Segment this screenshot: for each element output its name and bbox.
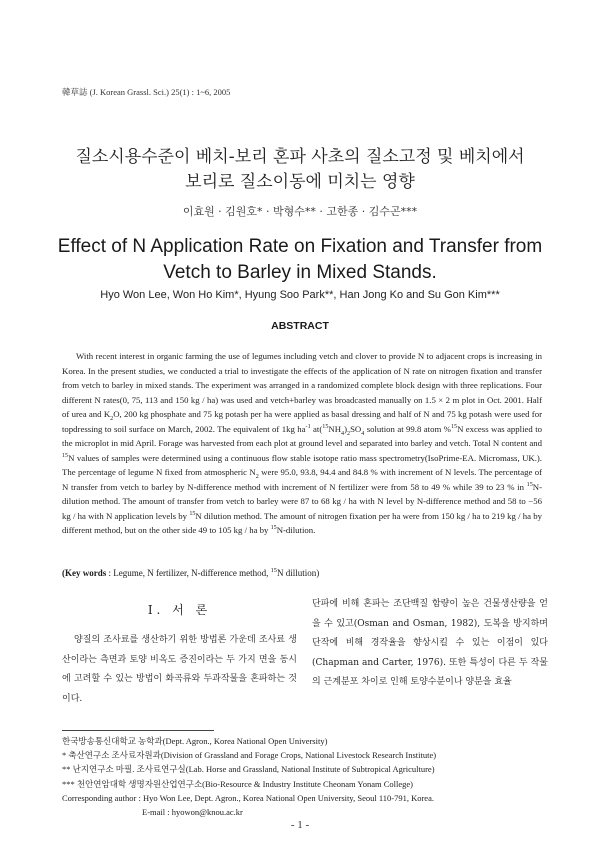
journal-reference: 韓草誌 (J. Korean Grassl. Sci.) 25(1) : 1~6, 2005 (62, 87, 231, 97)
korean-title-line2: 보리로 질소이동에 미치는 영향 (185, 172, 415, 192)
footnotes (62, 734, 552, 819)
footnote-affiliation-1: 한국방송통신대학교 농학과(Dept. Agron., Korea National Open University) (62, 736, 328, 746)
section-heading-introduction: I. 서 론 (147, 603, 212, 617)
footnote-affiliation-3: ** 난지연구소 마필. 조사료연구실(Lab. Horse and Grassland, National Institute of Subtropical Agriculture) (62, 764, 435, 775)
abstract-paragraph: With recent interest in organic farming the use of legumes including vetch and clover to provide N to adjacent crops is increasing in Korea. In the present studies, we conducted a trial to investigate the effects of the application of N rate on nitrogen fixation and transfer from vetch to barley in mixed stands. The experiment was arranged in a randomized complete block design with three replications. Four different N rates(0, 75, 113 and 150 kg / ha) was used and vetch+barley was broadcasted manually on 1.5 × 2 m plot in Oct. 2001. Half of urea and $K_2O$, 200 kg phosphate and 75 kg potash per ha were applied as basal dressing and half of N and 75 kg potash were used for topdressing to soil surface on March, 2002. The equivalent of 1kg $ha^{-1}$ $at(^{15}NH_4)_2SO_4$ solution at 99.8 atom %$^{15}$N excess was applied to the microplot in mid April. Forage was harvested from each plot at ground level and separated into barley and vetch. Total N content and $^{15}$N values of samples were determined using a continuous flow stable isotope ratio mass spectrometry(IsoPrime-EA. Micromass, UK.). The percentage of legume N fixed from atmospheric $N_2$ were 95.0, 93.8, 94.4 and 84.8 % with increment of N levels. The percentage of N transfer from vetch to barley by N-difference method with increment of N fertilizer were from 58 to 49 % while 39 to 23 % in $^{15}$N-dilution method. The amount of transfer from vetch to barley were 87 to 68 kg / ha with N level by N-difference method and 58 to −56 kg / ha with N application levels by $^{15}$N dilution method. The amount of nitrogen fixation per ha were from 150 kg / ha to 219 kg / ha by different method, but on the other side 49 to 105 kg / ha by $^{15}$N-dilution. (62, 351, 543, 535)
intro-right-column (312, 595, 548, 693)
korean-authors: 이효원 · 김원호* · 박형수** · 고한종 · 김수곤*** (182, 205, 418, 218)
intro-left-column (62, 631, 297, 709)
keywords-label: (Key words (62, 568, 107, 578)
english-title-line2: Vetch to Barley in Mixed Stands. (163, 262, 437, 283)
korean-title-line1: 질소시용수준이 베치-보리 혼파 사초의 질소고정 및 베치에서 (75, 147, 525, 167)
footnote-email: E-mail : hyowon@knou.ac.kr (142, 807, 243, 818)
footnote-affiliation-2: * 축산연구소 조사료자원과(Division of Grassland and Forage Crops, National Livestock Research Institute) (62, 750, 437, 761)
footnote-divider (62, 730, 214, 731)
page-number: - 1 - (290, 819, 310, 831)
footnote-corresponding-author: Corresponding author : Hyo Won Lee, Dept. Agron., Korea National Open University, Seoul 110-791, Korea. (62, 792, 434, 803)
intro-left-paragraph: 양질의 조사료를 생산하기 위한 방법론 가운데 조사료 생산이라는 측면과 토양 비옥도 증진이라는 두 가지 면을 동시에 고려할 수 있는 방법이 화곡류와 두과작물을 혼파하는 것이다. (62, 635, 297, 704)
footnote-affiliation-4: *** 천안연암대학 생명자원산업연구소(Bio-Resource & Industry Institute Cheonam Yonam College) (62, 778, 413, 789)
intro-right-paragraph: 단파에 비해 혼파는 조단백질 함량이 높은 건물생산량을 얻을 수 있고(Osman and Osman, 1982), 도복을 방지하며 단작에 비해 경작율을 향상시킬 수 있는 이점이 있다(Chapman and Carter, 1976). 또한 특성이 다른 두 작물의 근계분포 차이로 인해 토양수분이나 양분을 효율 (312, 599, 548, 687)
keywords: (Key words : Legume, N fertilizer, N-difference method, $^{15}$N dillution) (62, 567, 320, 578)
english-authors: Hyo Won Lee, Won Ho Kim*, Hyung Soo Park**, Han Jong Ko and Su Gon Kim*** (100, 289, 500, 301)
abstract-body (62, 349, 542, 538)
abstract-heading: ABSTRACT (271, 320, 329, 332)
english-title-line1: Effect of N Application Rate on Fixation and Transfer from (57, 236, 543, 257)
